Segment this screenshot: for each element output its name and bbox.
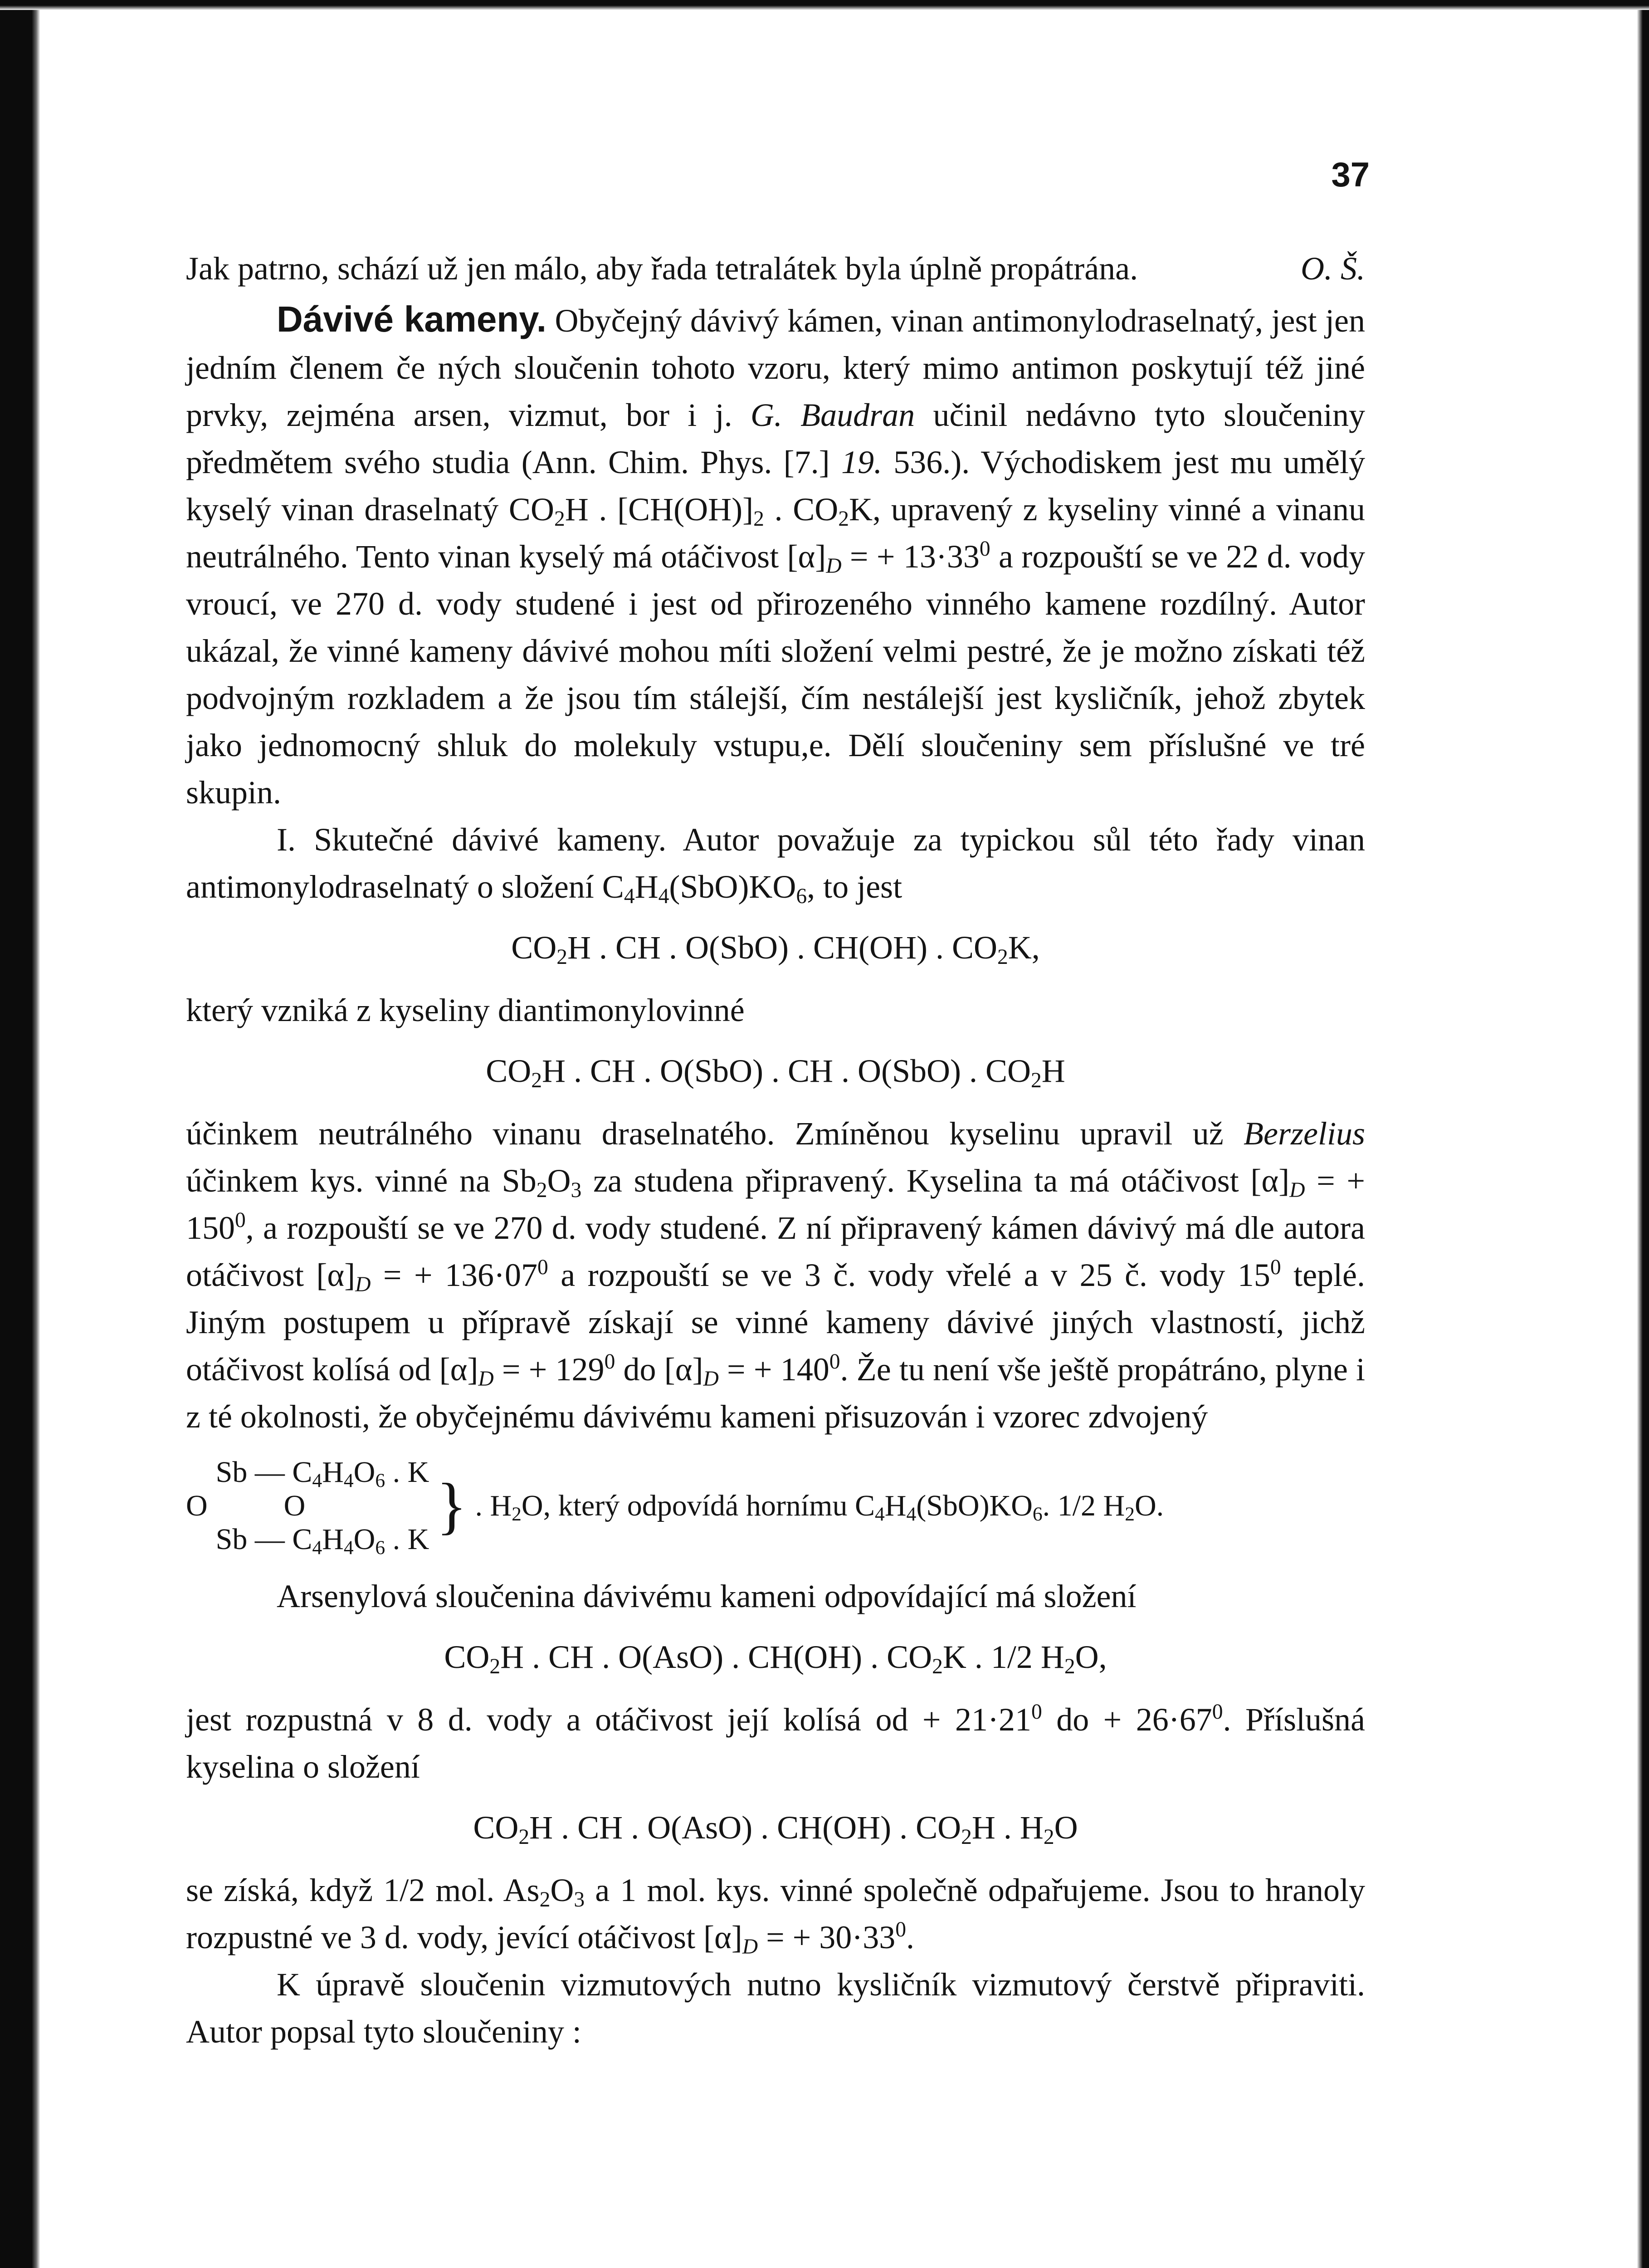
formula-arm-bottom: Sb — $C_4H_4O_6$ . K (215, 1523, 429, 1559)
intro-paragraph: Jak patrno, schází už jen málo, aby řada tetralátek byla úplně propátrána. (186, 250, 1138, 287)
solubility-paragraph: jest rozpustná v 8 d. vody a otáčivost její kolísá od + $21\cdot 21^0$ do + $26\cdot 67^0$. Příslušná kyselina o složení (186, 1700, 1365, 1785)
formula-bridge-oxygen: O (283, 1489, 306, 1522)
formula-tail: . $H_2O$, který odpovídá hornímu $C_4H_4(SbO)KO_6$. 1/2 $H_2O$. (475, 1489, 1164, 1525)
page-body (186, 245, 1365, 2055)
scan-edge-left (0, 0, 40, 2268)
volume-number: 19. (841, 444, 882, 480)
diantimonyl-paragraph: který vzniká z kyseliny diantimonylovinné (186, 992, 745, 1028)
formula-arsenyl-compound: $CO_2H$ . CH . O(AsO) . CH(OH) . $CO_2K$ . 1/2 $H_2O$, (444, 1639, 1107, 1678)
arsenyl-paragraph: Arsenylová sloučenina dávivému kameni odpovídající má složení (277, 1578, 1137, 1614)
preparation-paragraph: se získá, když 1/2 mol. $As_2O_3$ a 1 mol. kys. vinné společně odpařujeme. Jsou to hranoly rozpustné ve 3 d. vody, jevící otáčivost $[\alpha]_D$ = + $30\cdot 33^0$. (186, 1872, 1365, 1959)
author-name: G. Baudran (750, 397, 915, 433)
author-signature: O. Š. (1301, 250, 1365, 287)
formula-arsenyl-acid: $CO_2H$ . CH . O(AsO) . CH(OH) . $CO_2H$ . $H_2O$ (473, 1809, 1078, 1849)
section-heading: Dávivé kameny. (277, 299, 546, 339)
formula-antimonyl-tartrate: $CO_2H$ . CH . O(SbO) . CH(OH) . $CO_2K$, (511, 929, 1040, 969)
author-name: Berzelius (1244, 1115, 1365, 1152)
formula-brace: } (436, 1471, 467, 1541)
formula-doubled-emetic: O Sb — $C_4H_4O_6$ . K O Sb — $C_4H_4O_6$ . K } . $H_2O$, který odpovídá hornímu $C_4H_4(SbO)KO_6$. 1/2 $H_2O$. (186, 1456, 1164, 1559)
scan-edge-right (1637, 0, 1649, 2268)
bismuth-paragraph: K úpravě sloučenin vizmutových nutno kysličník vizmutový čerstvě připraviti. Autor popsal tyto sloučeniny : (186, 1966, 1365, 2050)
berzelius-paragraph: účinkem neutrálného vinanu draselnatého. Zmíněnou kyselinu upravil už Berzelius účinkem kys. vinné na $Sb_2O_3$ za studena připravený. Kyselina ta má otáčivost $[\alpha]_D$ = + $150^0$, a rozpouští se ve 270 d. vody studené. Z ní připravený kámen dávivý má dle autora otáčivost $[\alpha]_D$ = + $136\cdot 07^0$ a rozpouští se ve 3 č. vody vřelé a v 25 č. vody $15^0$ teplé. Jiným postupem u přípravě získají se vinné kameny dávivé jiných vlastností, jichž otáčivost kolísá od $[\alpha]_D$ = + $129^0$ do $[\alpha]_D$ = + $140^0$. Že tu není vše ještě propátráno, plyne i z té okolnosti, že obyčejnému dávivému kameni přisuzován i vzorec zdvojený (186, 1115, 1366, 1435)
page-number: 37 (1331, 156, 1370, 194)
section-paragraph: Dávivé kameny. Obyčejný dávivý kámen, vinan antimonylodraselnatý, jest jen jedním členem če ných sloučenin tohoto vzoru, který mimo antimon poskytují též jiné prvky, zejména arsen, vizmut, bor i j. G. Baudran učinil nedávno tyto sloučeniny předmětem svého studia (Ann. Chim. Phys. [7.] 19. 536.). Východiskem jest mu umělý kyselý vinan draselnatý $CO_2H$ . $[CH(OH)]_2$ . $CO_2K$, upravený z kyseliny vinné a vinanu neutrálného. Tento vinan kyselý má otáčivost $[\alpha]_D$ = + $13\cdot 33^0$ a rozpouští se ve 22 d. vody vroucí, ve 270 d. vody studené i jest od přirozeného vinného kamene rozdílný. Autor ukázal, že vinné kameny dávivé mohou míti složení velmi pestré, že je možno získati též podvojným rozkladem a že jsou tím stálejší, čím nestálejší jest kysličník, jehož zbytek jako jednomocný shluk do molekuly vstupu,e. Dělí sloučeniny sem příslušné ve tré skupin. (186, 299, 1366, 811)
formula-arm-top: Sb — $C_4H_4O_6$ . K (215, 1456, 429, 1491)
group-1-paragraph: I. Skutečné dávivé kameny. Autor považuje za typickou sůl této řady vinan antimonylodraselnatý o složení $C_4H_4(SbO)KO_6$, to jest (186, 821, 1365, 908)
formula-diantimonyl-acid: $CO_2H$ . CH . O(SbO) . CH . O(SbO) . $CO_2H$ (486, 1053, 1065, 1092)
scan-edge-top (0, 0, 1649, 10)
